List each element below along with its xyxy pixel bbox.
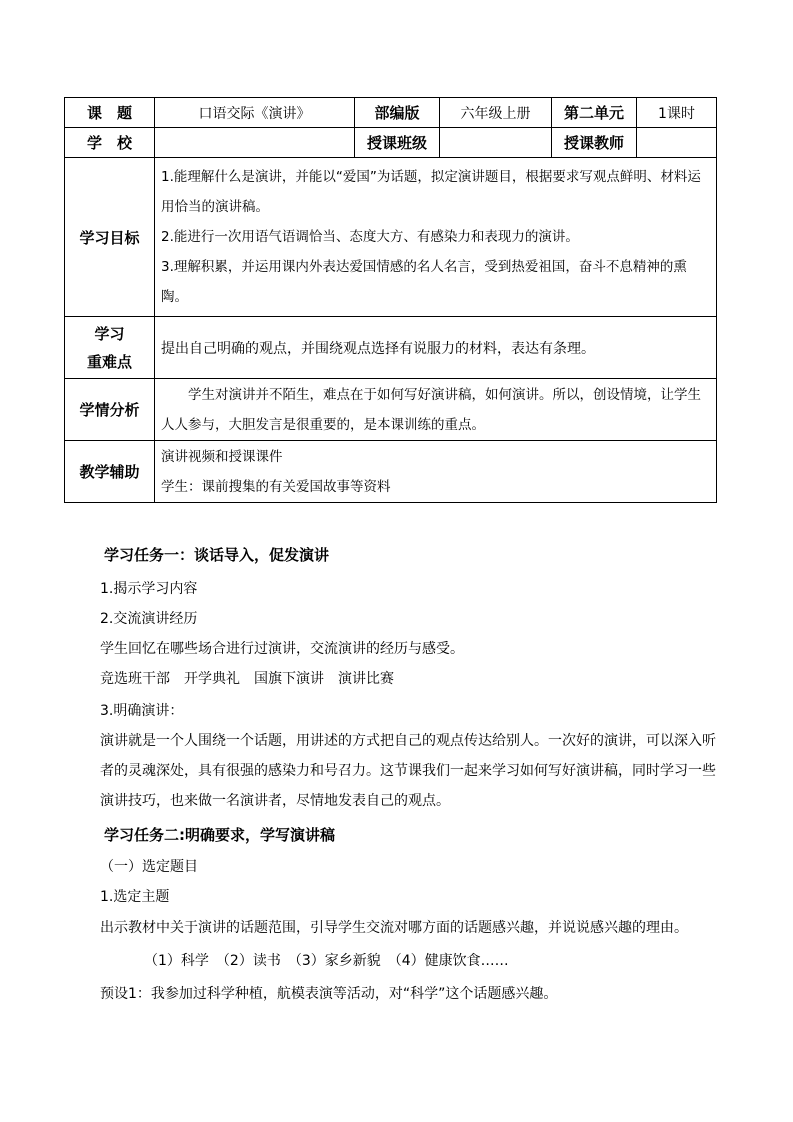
teacher-value [637,128,717,158]
task1-step1: 1.揭示学习内容 [100,581,198,597]
aids-line2: 学生：课前搜集的有关爱国故事等资料 [161,478,391,495]
task2-subheading: （一）选定题目 [100,859,198,875]
task1-step2-text: 学生回忆在哪些场合进行过演讲，交流演讲的经历与感受。 [100,641,464,657]
key-points-text: 提出自己明确的观点，并围绕观点选择有说服力的材料，表达有条理。 [155,317,717,379]
analysis-cell [155,379,717,441]
goal-item: 1.能理解什么是演讲，并能以“爱国”为话题，拟定演讲题目，根据要求写观点鲜明、材料运用恰当的演讲稿。 [161,169,701,215]
school-value [155,128,355,158]
key-points-label-line2: 重难点 [86,352,132,371]
school-label: 学 校 [65,128,155,158]
key-points-label-line1: 学习 [94,324,125,343]
task2-topic-list: （1）科学 （2）读书 （3）家乡新貌 （4）健康饮食…… [144,953,509,969]
goals-label: 学习目标 [65,158,155,317]
analysis-label: 学情分析 [65,379,155,441]
lesson-info-table [64,97,717,503]
task1-heading: 学习任务一：谈话导入，促发演讲 [104,546,330,564]
topic-value: 口语交际《演讲》 [155,98,355,128]
class-label: 授课班级 [355,128,440,158]
task2-preset: 预设1：我参加过科学种植，航模表演等活动，对“科学”这个话题感兴趣。 [100,986,558,1002]
goal-item: 3.理解积累，并运用课内外表达爱国情感的名人名言，受到热爱祖国，奋斗不息精神的熏陶。 [161,259,687,305]
aids-line1: 演讲视频和授课课件 [161,448,283,465]
class-value [440,128,552,158]
key-points-label [65,317,155,379]
grade-value: 六年级上册 [440,98,552,128]
aids-cell [155,441,717,503]
task2-heading: 学习任务二:明确要求，学写演讲稿 [104,826,336,844]
task1-step2-examples: 竞选班干部 开学典礼 国旗下演讲 演讲比赛 [100,671,394,687]
task2-step1: 1.选定主题 [100,889,170,905]
goals-cell [155,158,717,317]
teacher-label: 授课教师 [552,128,637,158]
aids-label: 教学辅助 [65,441,155,503]
unit-value: 第二单元 [552,98,637,128]
task1-step2: 2.交流演讲经历 [100,611,198,627]
hours-value: 1课时 [637,98,717,128]
goal-item: 2.能进行一次用语气语调恰当、态度大方、有感染力和表现力的演讲。 [161,229,579,245]
analysis-text: 学生对演讲并不陌生，难点在于如何写好演讲稿，如何演讲。所以，创设情境，让学生人人参与，大胆发言是很重要的，是本课训练的重点。 [161,386,701,433]
edition-value: 部编版 [355,98,440,128]
task2-step1-text: 出示教材中关于演讲的话题范围，引导学生交流对哪方面的话题感兴趣，并说说感兴趣的理由。 [100,920,688,936]
topic-label: 课 题 [65,98,155,128]
task1-step3-text: 演讲就是一个人围绕一个话题，用讲述的方式把自己的观点传达给别人。一次好的演讲，可以深入听者的灵魂深处，具有很强的感染力和号召力。这节课我们一起来学习如何写好演讲稿，同时学习一些演讲技巧，也来做一名演讲者，尽情地发表自己的观点。 [100,733,716,809]
task1-step3: 3.明确演讲： [100,703,184,719]
